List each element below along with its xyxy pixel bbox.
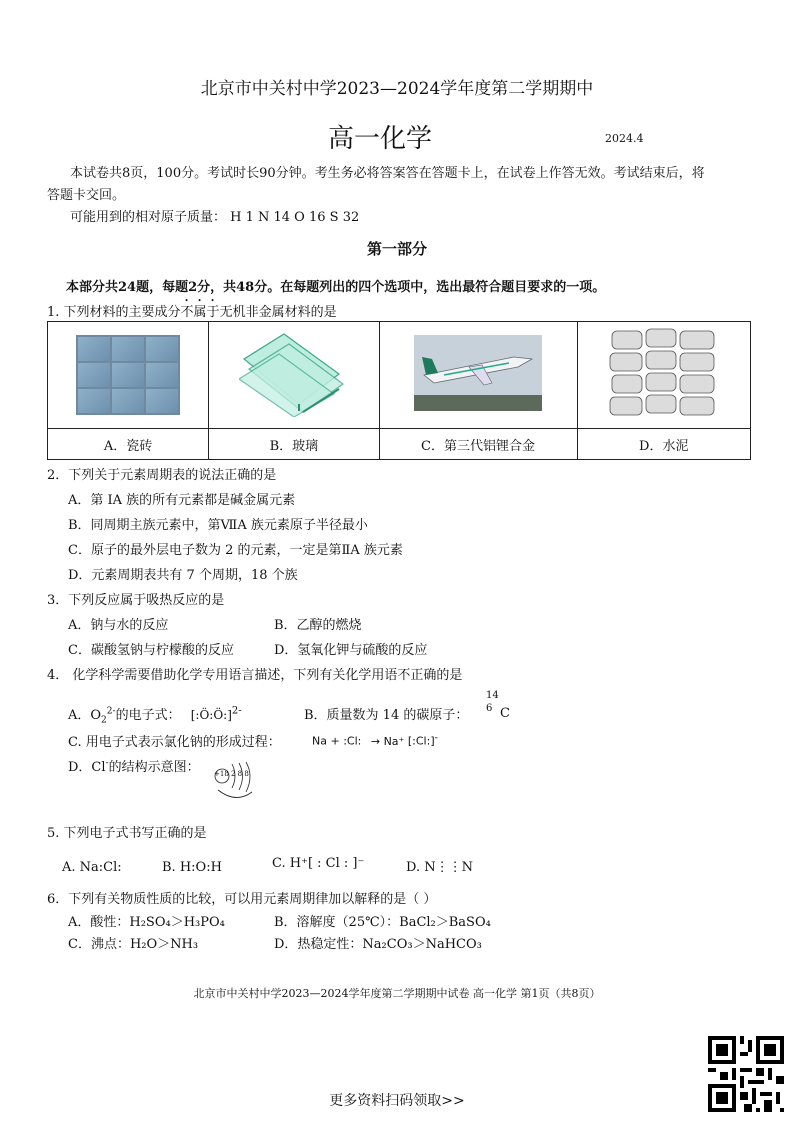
q4-b-label: B．质量数为 14 的碳原子： [304,708,469,723]
q6-option-c: C．沸点：H₂O＞NH₃ [68,937,199,952]
section-instruction: 本部分共24题，每题2分，共48分。在每题列出的四个选项中，选出最符合题目要求的一项。 [66,280,606,295]
cl-structure-label: +18 2 8 8 [214,770,249,778]
q2-option-d: D．元素周期表共有 7 个周期，18 个族 [68,568,298,583]
caption-a: A．瓷砖 [48,429,209,460]
q4-option-b [304,704,468,723]
q6-stem: 6．下列有关物质性质的比较，可以用元素周期律加以解释的是（ ） [47,892,437,907]
q4-option-d [68,756,200,775]
intro-line-2: 答题卡交回。 [47,188,126,203]
q2-option-a: A．第 IA 族的所有元素都是碱金属元素 [68,493,296,508]
caption-d: D．水泥 [577,429,750,460]
q2-stem: 2．下列关于元素周期表的说法正确的是 [47,468,277,483]
q3-option-a: A．钠与水的反应 [68,618,169,633]
airplane-image [414,335,542,411]
q6-option-b: B．溶解度（25℃）：BaCl₂＞BaSO₄ [274,915,491,930]
glass-image-cell [209,322,379,429]
q4-b-symbol: C [500,706,510,721]
q6-option-a: A．酸性：H₂SO₄＞H₃PO₄ [68,915,225,930]
q5-option-a: A. Na:Cl: [62,860,122,875]
cement-image-cell [577,322,750,429]
section-title: 第一部分 [366,240,427,258]
q5-stem: 5. 下列电子式书写正确的是 [47,826,207,841]
q4-c-cl: Cl [346,734,358,748]
q4-a-charge: 2- [231,705,242,717]
q4-d-rest: 的结构示意图： [108,760,200,775]
glass-image [239,329,349,417]
q4-c-formula: Na + :Cl: → Na⁺ [:Cl:]- [312,733,438,748]
cl-structure-diagram [212,760,260,804]
q4-stem: 4． 化学科学需要借助化学专用语言描述，下列有关化学用语不正确的是 [47,668,463,683]
q4-option-c [68,731,281,750]
page-footer: 北京市中关村中学2023—2024学年度第二学期期中试卷 高一化学 第1页（共8页） [193,987,601,1000]
q4-a-rest: 的电子式： [115,708,181,723]
q3-option-c: C．碳酸氢钠与柠檬酸的反应 [68,643,234,658]
q5-option-c: C. H⁺[ : Cl : ]⁻ [272,856,365,871]
q4-c-arrow: → Na⁺ [370,734,405,748]
q4-a-sup: 2- [106,706,116,717]
subject-title: 高一化学 [328,124,433,154]
q1-stem-emph: 不属于 [180,305,220,320]
q4-d-label: D．Cl [68,760,106,775]
q4-a-label: A．O [68,708,102,723]
caption-c: C．第三代铝锂合金 [379,429,577,460]
q3-option-b: B．乙醇的燃烧 [274,618,362,633]
tile-image [76,335,180,415]
q4-c-plus: + [330,734,340,748]
cement-image [608,327,720,419]
q2-option-c: C．原子的最外层电子数为 2 的元素，一定是第ⅡA 族元素 [68,543,403,558]
q6-option-d: D．热稳定性：Na₂CO₃＞NaHCO₃ [274,937,482,952]
q4-b-atomic: 6 [486,703,493,714]
intro-line-1: 本试卷共8页，100分。考试时长90分钟。考生务必将答案答在答题卡上，在试卷上作答无效。考试结束后，将 [70,166,705,181]
q4-d-sup: - [105,758,109,769]
q4-a-formula: [:Ö:Ö:] [190,708,232,722]
airplane-image-cell [379,322,577,429]
atomic-mass: 可能用到的相对原子质量： H 1 N 14 O 16 S 32 [70,210,360,225]
q4-c-na: Na [312,734,327,748]
q3-stem: 3．下列反应属于吸热反应的是 [47,593,225,608]
q3-option-d: D．氢氧化钾与硫酸的反应 [274,643,428,658]
q1-stem-a: 1. 下列材料的主要成分 [47,305,181,320]
tile-image-cell [48,322,209,429]
q2-option-b: B．同周期主族元素中，第ⅦA 族元素原子半径最小 [68,518,368,533]
q1-stem-b: 无机非金属材料的是 [219,305,337,320]
q4-b-mass: 14 [486,690,499,701]
q4-c-label: C. 用电子式表示氯化钠的形成过程： [68,735,281,750]
qr-code-icon[interactable] [708,1036,784,1112]
q4-option-a [68,704,242,726]
q5-option-d: D. N⋮⋮N [406,860,473,875]
q4-c-minus: - [434,733,438,743]
more-resources-link[interactable]: 更多资料扫码领取>> [329,1093,465,1109]
exam-date: 2024.4 [605,132,644,145]
caption-b: B．玻璃 [209,429,379,460]
cl-structure-arcs [212,760,260,804]
q5-option-b: B. H:O:H [162,860,222,875]
qr-code-graphic [708,1036,784,1112]
q1-stem [47,297,337,320]
school-title: 北京市中关村中学2023—2024学年度第二学期期中 [200,79,594,99]
q4-c-cl2: Cl [415,734,427,748]
q4-a-sub: 2 [101,715,107,726]
q1-materials-table [47,321,751,460]
